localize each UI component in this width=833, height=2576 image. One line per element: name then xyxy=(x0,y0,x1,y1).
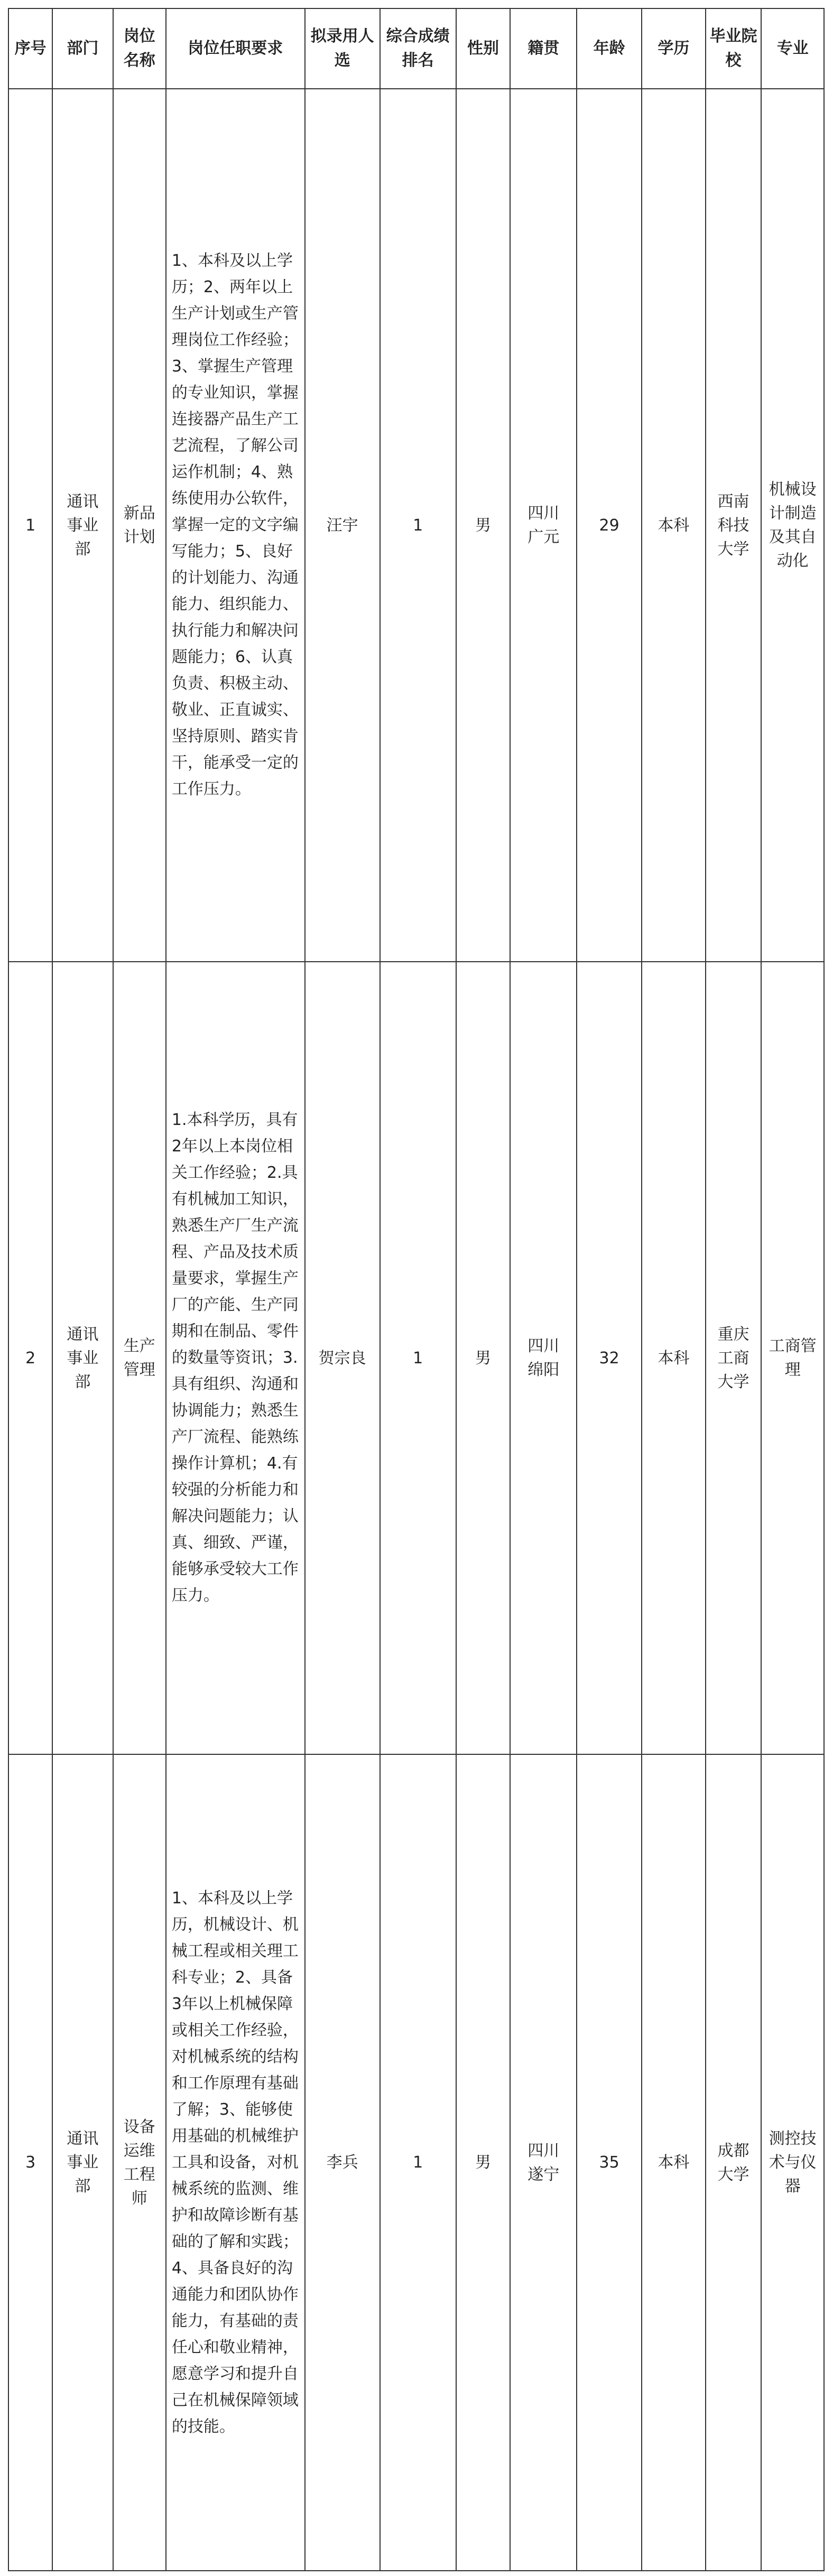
cell-rank: 1 xyxy=(380,1754,456,2571)
cell-requirements: 1.本科学历，具有2年以上本岗位相关工作经验；2.具有机械加工知识，熟悉生产厂生产流程、产品及技术质量要求，掌握生产厂的产能、生产同期和在制品、零件的数量等资讯；3.具有组织、沟通和协调能力；熟悉生产厂流程、能熟练操作计算机；4.有较强的分析能力和解决问题能力；认真、细致、严谨，能够承受较大工作压力。 xyxy=(166,962,305,1754)
origin-text: 四川广元 xyxy=(527,504,560,546)
dept-text: 通讯事业部 xyxy=(67,2129,99,2196)
header-rank: 综合成绩排名 xyxy=(380,8,456,89)
header-gender: 性别 xyxy=(456,8,511,89)
cell-origin xyxy=(510,1754,577,2571)
dept-text: 通讯事业部 xyxy=(67,492,99,559)
school-text: 成都大学 xyxy=(717,2141,749,2184)
cell-dept xyxy=(52,1754,113,2571)
origin-text: 四川遂宁 xyxy=(527,2141,560,2184)
position-text: 新品计划 xyxy=(123,504,155,546)
origin-text: 四川绵阳 xyxy=(527,1337,560,1379)
header-major: 专业 xyxy=(761,8,824,89)
cell-position xyxy=(113,89,166,962)
cell-age: 29 xyxy=(577,89,642,962)
cell-school xyxy=(706,1754,762,2571)
cell-major xyxy=(761,89,824,962)
cell-age: 32 xyxy=(577,962,642,1754)
table-header-row xyxy=(8,8,824,89)
cell-rank: 1 xyxy=(380,89,456,962)
cell-major xyxy=(761,962,824,1754)
table-row xyxy=(8,1754,824,2571)
dept-text: 通讯事业部 xyxy=(67,1325,99,1391)
major-text: 机械设计制造及其自动化 xyxy=(769,480,817,570)
major-text: 测控技术与仪器 xyxy=(769,2129,817,2196)
major-text: 工商管理 xyxy=(769,1337,817,1379)
cell-position xyxy=(113,962,166,1754)
cell-candidate: 汪宇 xyxy=(305,89,380,962)
cell-no: 2 xyxy=(8,962,52,1754)
cell-education: 本科 xyxy=(642,1754,706,2571)
cell-education: 本科 xyxy=(642,89,706,962)
cell-education: 本科 xyxy=(642,962,706,1754)
table-row xyxy=(8,962,824,1754)
header-requirements: 岗位任职要求 xyxy=(166,8,305,89)
recruitment-table xyxy=(8,8,825,2571)
cell-gender: 男 xyxy=(456,89,511,962)
cell-school xyxy=(706,89,762,962)
school-text: 重庆工商大学 xyxy=(717,1325,749,1391)
cell-no: 3 xyxy=(8,1754,52,2571)
cell-no: 1 xyxy=(8,89,52,962)
cell-school xyxy=(706,962,762,1754)
header-education: 学历 xyxy=(642,8,706,89)
position-text: 生产管理 xyxy=(123,1337,155,1379)
header-no: 序号 xyxy=(8,8,52,89)
header-school: 毕业院校 xyxy=(706,8,762,89)
position-text: 设备运维工程师 xyxy=(123,2117,155,2208)
cell-candidate: 李兵 xyxy=(305,1754,380,2571)
cell-dept xyxy=(52,962,113,1754)
header-dept: 部门 xyxy=(52,8,113,89)
cell-position xyxy=(113,1754,166,2571)
cell-rank: 1 xyxy=(380,962,456,1754)
cell-candidate: 贺宗良 xyxy=(305,962,380,1754)
cell-age: 35 xyxy=(577,1754,642,2571)
cell-origin xyxy=(510,962,577,1754)
school-text: 西南科技大学 xyxy=(717,492,749,559)
header-origin: 籍贯 xyxy=(510,8,577,89)
header-candidate: 拟录用人选 xyxy=(305,8,380,89)
cell-dept xyxy=(52,89,113,962)
cell-gender: 男 xyxy=(456,1754,511,2571)
cell-gender: 男 xyxy=(456,962,511,1754)
header-age: 年龄 xyxy=(577,8,642,89)
cell-requirements: 1、本科及以上学历；2、两年以上生产计划或生产管理岗位工作经验；3、掌握生产管理的专业知识，掌握连接器产品生产工艺流程，了解公司运作机制；4、熟练使用办公软件，掌握一定的文字编写能力；5、良好的计划能力、沟通能力、组织能力、执行能力和解决问题能力；6、认真负责、积极主动、敬业、正直诚实、坚持原则、踏实肯干，能承受一定的工作压力。 xyxy=(166,89,305,962)
cell-requirements: 1、本科及以上学历，机械设计、机械工程或相关理工科专业；2、具备3年以上机械保障或相关工作经验，对机械系统的结构和工作原理有基础了解；3、能够使用基础的机械维护工具和设备，对机械系统的监测、维护和故障诊断有基础的了解和实践；4、具备良好的沟通能力和团队协作能力，有基础的责任心和敬业精神，愿意学习和提升自己在机械保障领域的技能。 xyxy=(166,1754,305,2571)
table-row xyxy=(8,89,824,962)
cell-origin xyxy=(510,89,577,962)
cell-major xyxy=(761,1754,824,2571)
header-position: 岗位名称 xyxy=(113,8,166,89)
